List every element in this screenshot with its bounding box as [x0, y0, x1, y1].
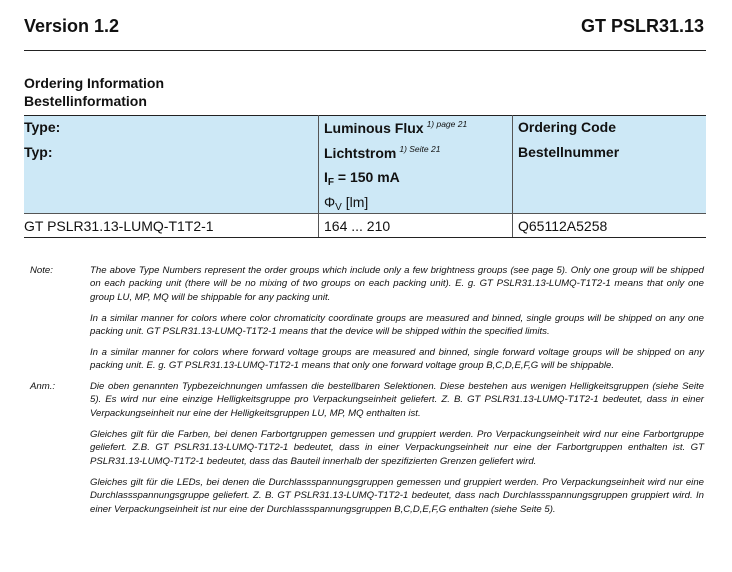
ordering-table: [24, 115, 706, 239]
version-label: Version 1.2: [24, 16, 120, 36]
footnote-ref-en: 1) page 21: [426, 119, 468, 129]
page-header: [24, 16, 704, 44]
header-type-en: Type:: [24, 119, 61, 135]
anm-paragraph: Die oben genannten Typbezeichnungen umfassen die bestellbaren Selektionen. Diese bestehen aus wenigen Helligkeitsgruppen (siehe Seite 5). Es wird nur eine einzige Helligkeitsgruppe pro Verpackungseinheit geliefert. Z. B. GT PSLR31.13-LUMQ-T1T2-1 bedeutet, dass in einer Verpackungseinheit nur eine der Helligkeitsgruppen LU, MP, MQ enthalten ist.: [90, 381, 704, 419]
row-flux: 164 ... 210: [324, 218, 391, 234]
header-rule: [24, 50, 706, 51]
header-code-de: Bestellnummer: [518, 144, 620, 160]
row-code: Q65112A5258: [518, 218, 608, 234]
header-flux-de: Lichtstrom $^{1) Seite 21}$: [324, 144, 441, 161]
header-code-en: Ordering Code: [518, 119, 617, 135]
row-type: GT PSLR31.13-LUMQ-T1T2-1: [24, 218, 214, 234]
note-paragraph: In a similar manner for colors where forward voltage groups are measured and binned, single forward voltage groups will be shipped on any packing unit. E. g. GT PSLR31.13-LUMQ-T1T2-1 means that only one forward voltage group B,C,D,E,F,G will be shippable.: [90, 347, 704, 372]
section-title-en: Ordering Information: [24, 75, 164, 91]
header-flux-en: Luminous Flux $^{1) page 21}$: [324, 119, 468, 136]
header-type-de: Typ:: [24, 144, 53, 160]
header-separator: [24, 213, 706, 214]
note-label: Note:: [30, 265, 53, 276]
column-divider: [318, 115, 319, 237]
header-flux-unit: $\Phi_V$ [lm]: [324, 194, 369, 213]
column-divider: [512, 115, 513, 237]
header-flux-condition: $I_F = 150$ mA: [324, 169, 400, 188]
note-paragraph: The above Type Numbers represent the order groups which include only a few brightness groups (see page 5). Only one group will be shipped on each packing unit (there will be no mixing of two groups on each packing unit). E. g. GT PSLR31.13-LUMQ-T1T2-1 means that only one group LU, MP, MQ will be shippable for any packing unit.: [90, 265, 704, 303]
anm-paragraph: Gleiches gilt für die LEDs, bei denen die Durchlassspannungsgruppen gemessen und gruppiert werden. Pro Verpackungseinheit wird nur eine Durchlassspannungsgruppe geliefert. Z. B. GT PSLR31.13-LUMQ-T1T2-1 bedeutet, dass nach Durchlassspannungsgruppen gruppiert wird. In einer Verpackungseinheit ist nur eine der Durchlassspannungsgruppen B,C,D,E,F,G enthalten (siehe Seite 5).: [90, 477, 704, 515]
section-title-de: Bestellinformation: [24, 93, 147, 109]
anm-paragraph: Gleiches gilt für die Farben, bei denen Farbortgruppen gemessen und gruppiert werden. Pro Verpackungseinheit wird nur eine Farbortgruppe geliefert. Z.B. GT PSLR31.13-LUMQ-T1T2-1 bedeutet, dass in einer Verpackungseinheit nur eine der Farbortgruppen enthalten ist. GT PSLR31.13-LUMQ-T1T2-1 bedeutet, dass das Bauteil innerhalb der spezifizierten Grenzen geliefert wird.: [90, 429, 704, 467]
anm-label: Anm.:: [30, 381, 56, 392]
note-paragraph: In a similar manner for colors where color chromaticity coordinate groups are measured and binned, single groups will be shipped on any one packing unit. GT PSLR31.13-LUMQ-T1T2-1 means that the device will be shipped within the specified limits.: [90, 313, 704, 338]
footnote-ref-de: 1) Seite 21: [399, 144, 441, 154]
part-number: GT PSLR31.13: [580, 16, 704, 36]
table-bottom-rule: [24, 237, 706, 238]
